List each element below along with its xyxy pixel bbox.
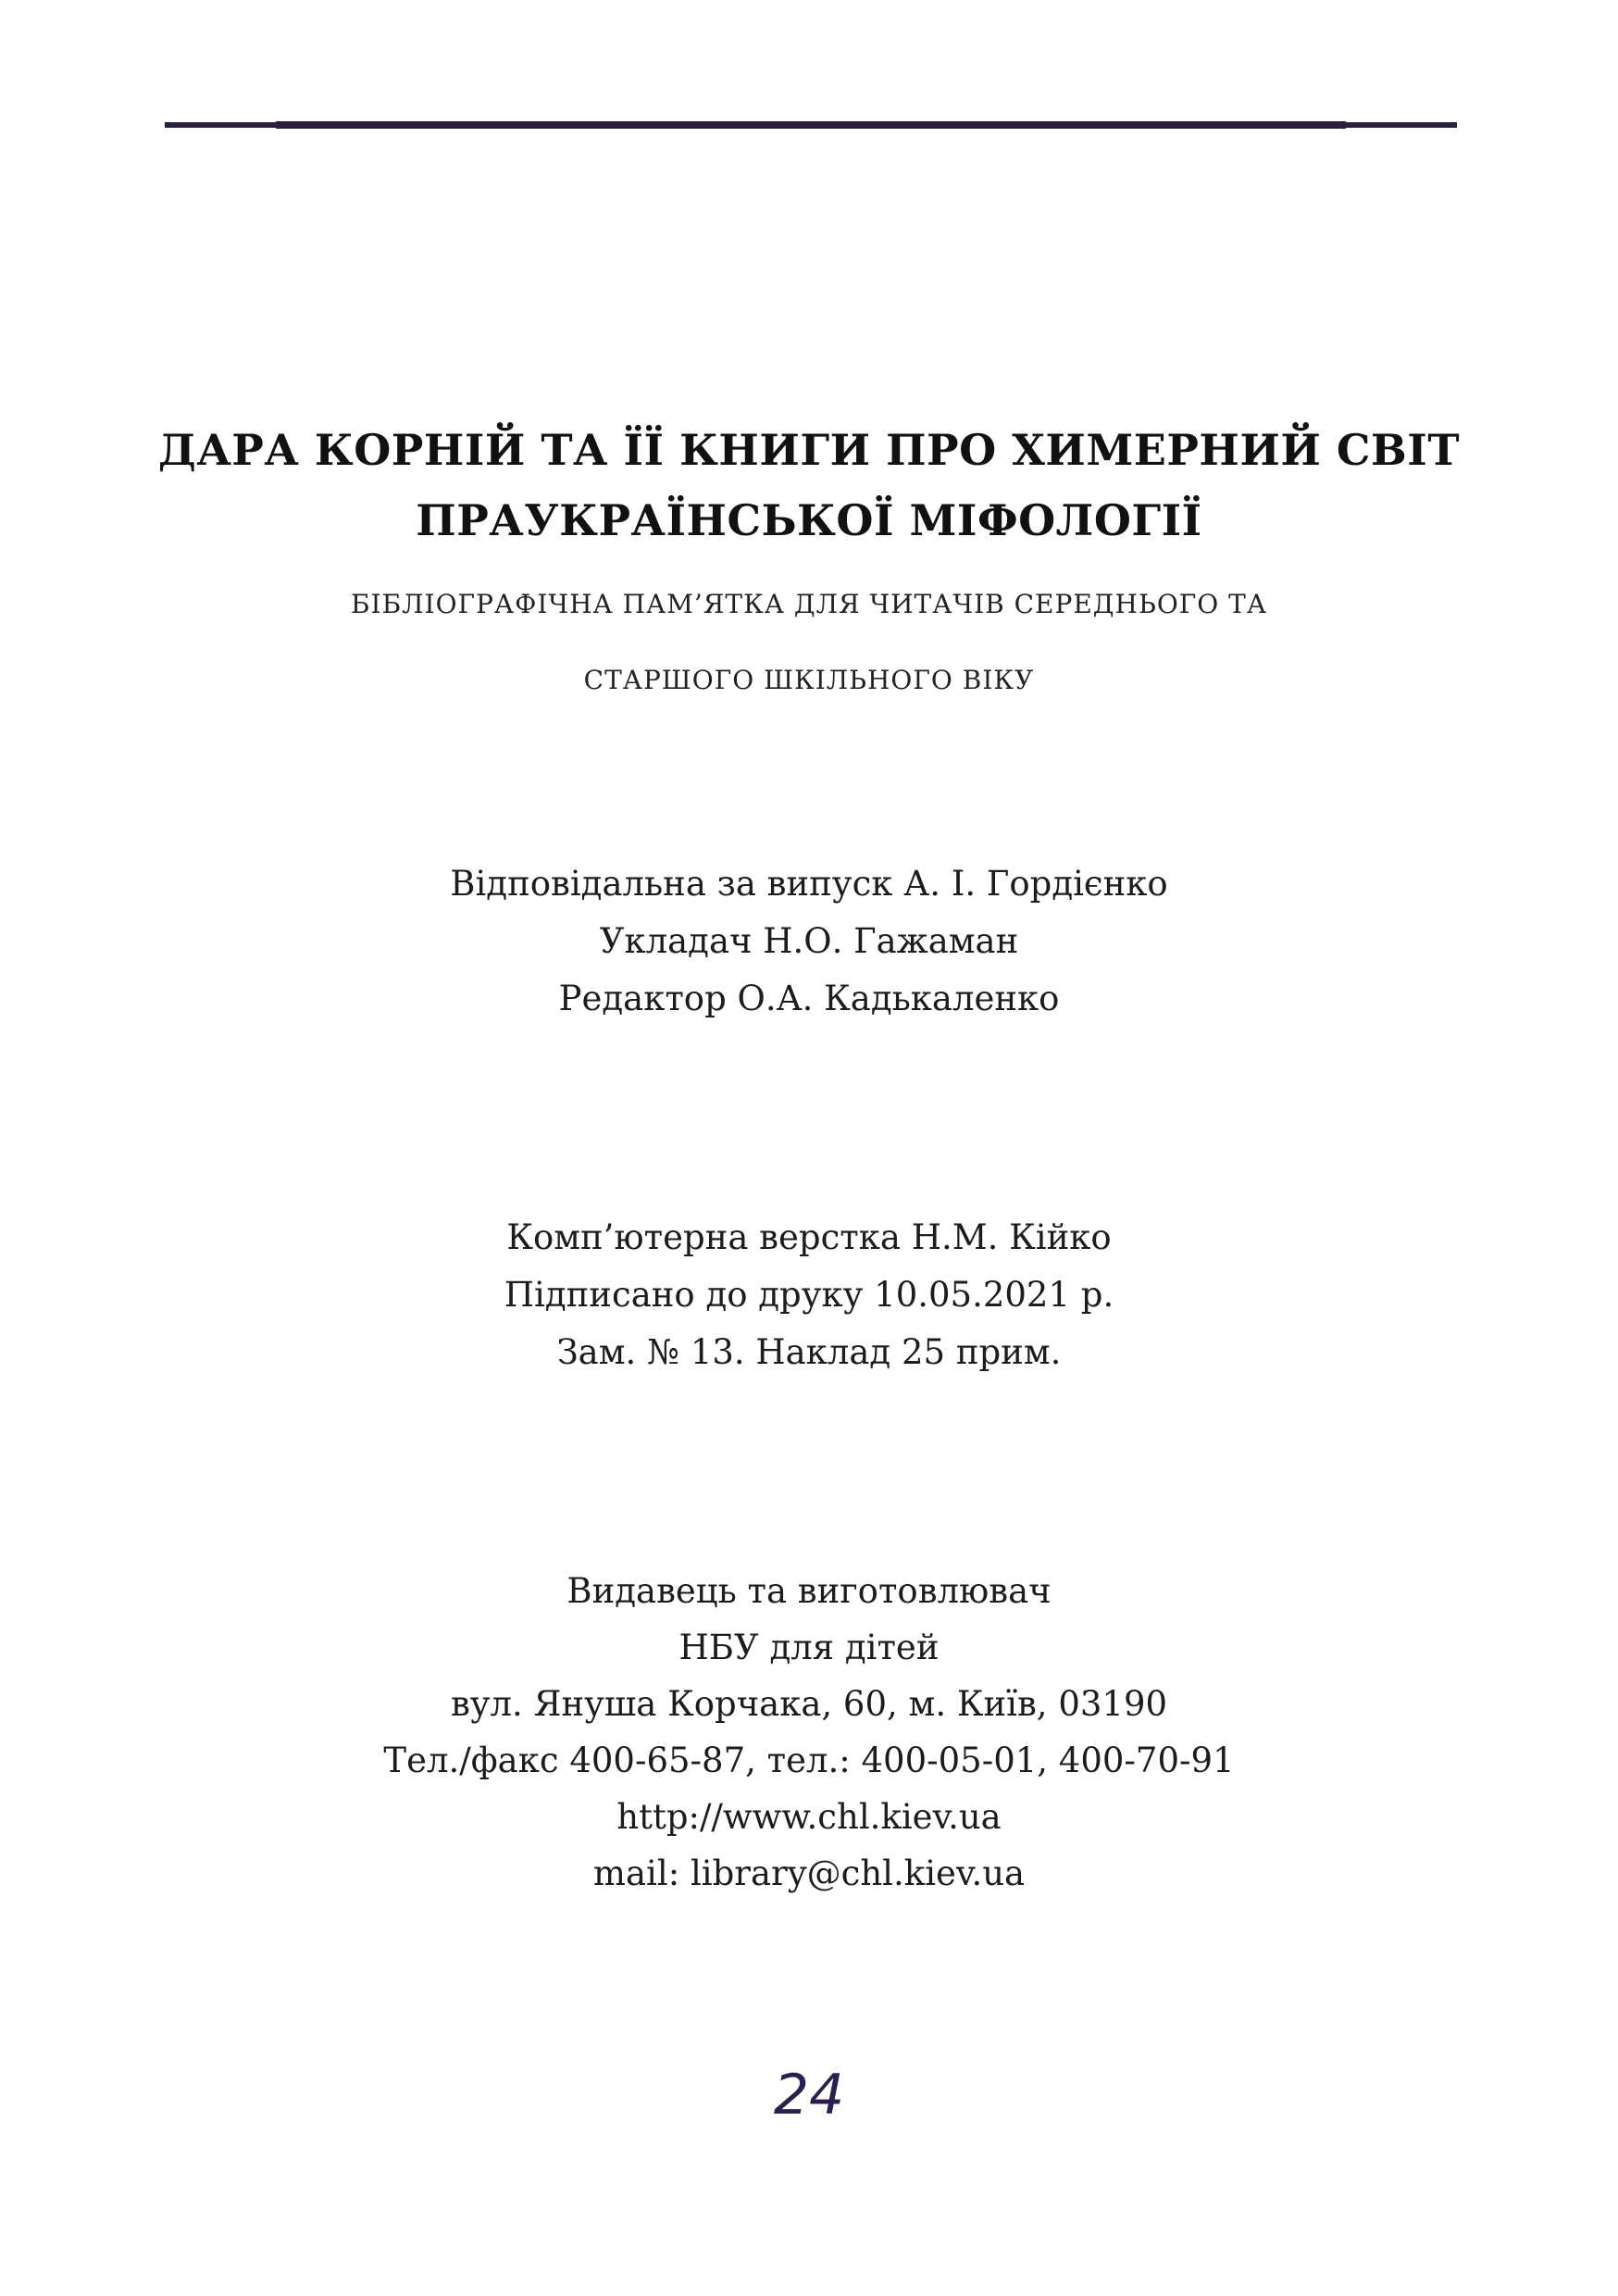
credits-block [0,855,1618,1028]
publisher-name: НБУ для дітей [678,1628,940,1667]
page-number: 24 [773,2063,845,2128]
top-rule-center-bar [276,121,1346,129]
responsible-person: Відповідальна за випуск А. І. Гордієнко [450,864,1168,904]
subtitle-line-1: БІБЛІОГРАФІЧНА ПАМ’ЯТКА ДЛЯ ЧИТАЧІВ СЕРЕДНЬОГО ТА [350,589,1268,619]
order-and-circulation: Зам. № 13. Наклад 25 прим. [556,1332,1062,1372]
top-decorative-rule [165,122,1457,128]
document-subtitle [0,567,1618,718]
layout-credit: Комп’ютерна верстка Н.М. Кійко [506,1217,1112,1257]
title-line-1: ДАРА КОРНІЙ ТА ЇЇ КНИГИ ПРО ХИМЕРНИЙ СВІТ [157,425,1461,475]
print-info-block [0,1209,1618,1381]
publisher-email: mail: library@chl.kiev.ua [592,1853,1026,1893]
publisher-heading: Видавець та виготовлювач [566,1571,1052,1611]
publisher-website: http://www.chl.kiev.ua [616,1797,1002,1837]
document-title [0,415,1618,555]
subtitle-line-2: СТАРШОГО ШКІЛЬНОГО ВІКУ [583,665,1035,695]
editor: Редактор О.А. Кадькаленко [558,979,1060,1018]
publisher-phones: Тел./факс 400-65-87, тел.: 400-05-01, 400-70-91 [383,1741,1235,1780]
publisher-address: вул. Януша Корчака, 60, м. Київ, 03190 [450,1684,1168,1724]
compiler: Укладач Н.О. Гажаман [599,921,1019,961]
publisher-block [0,1563,1618,1902]
signed-to-print: Підписано до друку 10.05.2021 р. [504,1275,1114,1315]
title-line-2: ПРАУКРАЇНСЬКОЇ МІФОЛОГІЇ [416,495,1202,545]
